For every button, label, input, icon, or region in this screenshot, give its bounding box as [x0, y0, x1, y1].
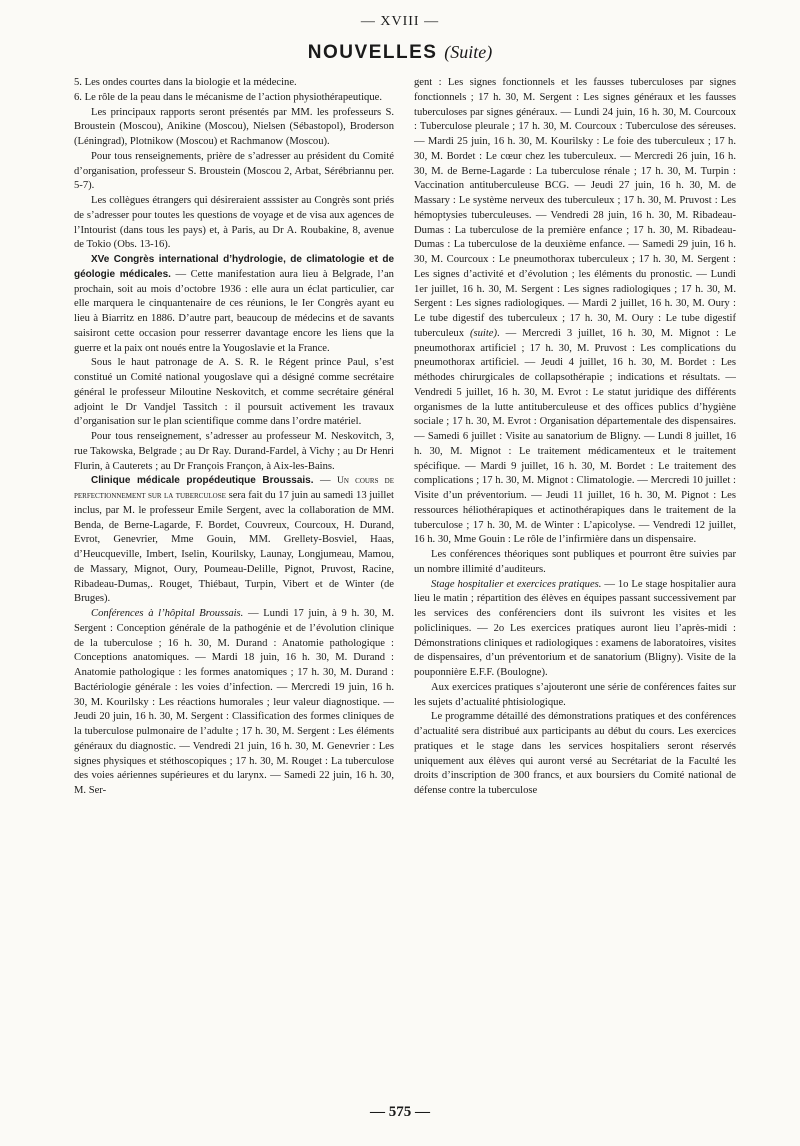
section-title [0, 42, 800, 64]
news-body: — 1o Le stage hospitalier aura lieu le matin ; répartition des élèves en équipes passant successivement par les services des conférenciers dont ils suivront les visites et les policliniques. — 2o Les exercices pratiques auront lieu l’après-midi : Démonstrations cliniques et radiologiques : examens de laboratoires, visites de dispensaires, d’un préventorium et de sanatorium (Bligny). Visite de la pouponnière E.F.F. (Boulogne). [414, 578, 736, 678]
dash: — [313, 475, 337, 487]
news-body: — Lundi 17 juin, à 9 h. 30, M. Sergent : Conception générale de la pathogénie et de l’évolution clinique de la tuberculose ; 16 h. 30, M. Durand : Anatomie pathologique : Conceptions anatomiques. — Mardi 18 juin, 16 h. 30, M. Durand : Anatomie pathologique : les formes anatomiques ; 17 h. 30, M. Durand : Bactériologie générale : les voies d’infection. — Mercredi 19 juin, 16 h. 30, M. Kourilsky : Les réactions humorales ; leur valeur diagnostique. — Jeudi 20 juin, 16 h. 30, M. Sergent : Classification des formes cliniques de la tuberculose pulmonaire de l’adulte ; 17 h. 30, M. Sergent : Les éléments généraux du diagnostic. — Vendredi 21 juin, 16 h. 30, M. Genevrier : Les signes physiques et stéthoscopiques ; 17 h. 30, M. Rouget : La tuberculose des voies aériennes supérieures et du larynx. — Samedi 22 juin, 16 h. 30, M. Ser- [74, 608, 394, 796]
paragraph [74, 607, 394, 799]
paragraph [74, 474, 394, 607]
paragraph [74, 253, 394, 356]
title-text: NOUVELLES [307, 42, 438, 63]
right-column [414, 76, 736, 1094]
paragraph [414, 76, 736, 548]
paragraph: Sous le haut patronage de A. S. R. le Régent prince Paul, s’est constitué un Comité national yougoslave qui a désigné comme secrétaire général le professeur Miloutine Neskovitch, et comme secrétaire général adjoint le Dr Vandjel Tassitch : il poursuit activement les travaux d’organisation sur le plan scientifique comme dans l’ordre matériel. [74, 357, 394, 428]
italic-heading: Stage hospitalier et exercices pratiques. [431, 578, 602, 590]
paragraph: Les conférences théoriques sont publiques et pourront être suivies par un nombre illimité d’auditeurs. [414, 549, 736, 575]
news-heading: XVe Congrès international d’hydrologie, de climatologie et de géologie médicales. [74, 254, 394, 280]
small-caps-text: Un cours de perfectionnement sur la tuberculose [74, 475, 394, 501]
news-body: gent : Les signes fonctionnels et les fausses tuberculoses par signes fonctionnels ; 17 h. 30, M. Sergent : Les signes généraux et les fausses tuberculoses par signes généraux. — Lundi 24 juin, 16 h. 30, M. Courcoux : Tuberculose pleurale ; 17 h. 30, M. Courcoux : Tuberculose des séreuses. — Mardi 25 juin, 16 h. 30, M. Kourilsky : Le foie des tuberculeux ; 17 h. 30, M. Bordet : Le cœur chez les tuberculeux. — Mercredi 26 juin, 16 h. 30, M. de Berne-Lagarde : La tuberculose rénale ; 17 h. 30, M. Turpin : Vaccination antituberculeuse BCG. — Jeudi 27 juin, 16 h. 30, M. de Massary : Le système nerveux des tuberculeux ; 17 h. 30, M. Pruvost : Les hémoptysies tuberculeuses. — Vendredi 28 juin, 16 h. 30, M. Ribadeau-Dumas : La tuberculose de la première enfance ; 17 h. 30, M. Ribadeau-Dumas : La tuberculose de la deuxième enfance. — Samedi 29 juin, 16 h. 30, M. Courcoux : Le pneumothorax tuberculeux ; 17 h. 30, M. Sergent : Les signes d’activité et d’évolution ; les éléments du pronostic. — Lundi 1er juillet, 16 h. 30, M. Sergent : Les signes radiologiques ; 17 h. 30, M. Sergent : Les signes radiologiques. — Mardi 2 juillet, 16 h. 30, M. Oury : Le tube digestif des tuberculeux ; 17 h. 30, M. Oury : Le tube digestif tuberculeux [414, 77, 736, 339]
paragraph: Pour tous renseignement, s’adresser au professeur M. Neskovitch, 3, rue Takowska, Belgrade ; au Dr Ray. Durand-Fardel, à Vichy ; au Dr Henri Flurin, à Cauterets ; au Dr François Françon, à Aix-les-Bains. [74, 431, 394, 472]
paragraph: Les principaux rapports seront présentés par MM. les professeurs S. Broustein (Moscou), Anikine (Moscou), Nielsen (Sébastopol), Broderson (Léningrad), Plotnikow (Moscou) et Rachmanow (Moscou). [74, 106, 394, 147]
paragraph: Aux exercices pratiques s’ajouteront une série de conférences faites sur les sujets d’actualité phtisiologique. [414, 681, 736, 708]
paragraph: Le programme détaillé des démonstrations pratiques et des conférences d’actualité sera distribué aux participants au début du cours. Les exercices pratiques et le stage dans les services hospitaliers seront réservés uniquement aux élèves qui auront versé au Secrétariat de la Faculté les droits d’inscription de 300 francs, et aux boursiers du Comité national de défense contre la tuberculose [414, 711, 736, 796]
paragraph: 5. Les ondes courtes dans la biologie et la médecine. [74, 77, 297, 88]
news-body: sera fait du 17 juin au samedi 13 juillet inclus, par M. le professeur Emile Sergent, avec la collaboration de MM. Benda, de Berne-Lagarde, F. Bordet, Couvreux, Courcoux, H. Durand, Evrot, Genevrier, Mme Gouin, MM. Grellety-Bosviel, Haas, d’Heucqueville, Imbert, Iselin, Kourilsky, Launay, Longjumeau, Mamou, de Massary, Mignot, Oury, Poumeau-Delille, Pignot, Pruvost, Racine, Ribadeau-Dumas,. Rouget, Thiébaut, Turpin, Vibert et de Winter (de Bruges). [74, 490, 394, 605]
paragraph [414, 578, 736, 681]
italic-heading: Conférences à l’hôpital Broussais. [91, 608, 244, 619]
left-column [74, 76, 394, 1094]
news-body: . — Mercredi 3 juillet, 16 h. 30, M. Mignot : Le pneumothorax artificiel ; 17 h. 30, M. Pruvost : Les complications du pneumothorax artificiel. — Jeudi 4 juillet, 16 h. 30, M. Bordet : Les méthodes chirurgicales de collapsothérapie ; indications et résultats. — Vendredi 5 juillet, 16 h. 30, M. Evrot : Le statut juridique des différents organismes de la lutte antituberculeuse et des offices publics d’hygiène sociale ; 17 h. 30, M. Evrot : Organisation départementale des dispensaires. — Samedi 6 juillet : Visite au sanatorium de Bligny. — Lundi 8 juillet, 16 h. 30, M. Mignot : Le traitement médicamenteux et le traitement spécifique. — Mardi 9 juillet, 16 h. 30, M. Bordet : Le traitement des complications ; 17 h. 30, M. Mignot : Climatologie. — Mercredi 10 juillet : Visite d’un préventorium. — Jeudi 11 juillet, 16 h. 30, M. Pignot : Les ressources héliothérapiques et actinothérapiques dans le traitement de la tuberculose ; 17 h. 30, M. de Winter : L’apicolyse. — Vendredi 12 juillet, 16 h. 30, Mme Gouin : Le rôle de l’infirmière dans un dispensaire. [414, 327, 736, 546]
title-suffix: (Suite) [444, 42, 493, 62]
page-number: — 575 — [370, 1104, 430, 1120]
news-heading: Clinique médicale propédeutique Broussais. [91, 475, 314, 487]
paragraph: Les collègues étrangers qui désireraient asssister au Congrès sont priés de s’adresser pour toutes les questions de voyage et de visa aux agences de l’Intourist (dans tous les pays) et, à Paris, au Dr A. Roubakine, 8, avenue de Tokio (Obs. 13-16). [74, 195, 394, 251]
italic-text: (suite) [469, 327, 498, 339]
paragraph: 6. Le rôle de la peau dans le mécanisme de l’action physiothérapeutique. [74, 91, 382, 103]
paragraph: Pour tous renseignements, prière de s’adresser au président du Comité d’organisation, professeur S. Broustein (Moscou 2, Arbat, Sérébriannu per. 5-7). [74, 150, 394, 192]
running-head: — XVIII — [360, 14, 440, 29]
news-body: — Cette manifestation aura lieu à Belgrade, l’an prochain, soit au mois d’octobre 1936 : elle aura un éclat particulier, car elle marquera le cinquantenaire de ces réunions, le Ier Congrès ayant eu lieu à Biarritz en 1886. D’autre part, beaucoup de médecins et de savants saisiront cette occasion pour resserrer davantage encore les liens que la guerre et la paix ont noués entre la Yougoslavie et la France. [74, 268, 394, 354]
